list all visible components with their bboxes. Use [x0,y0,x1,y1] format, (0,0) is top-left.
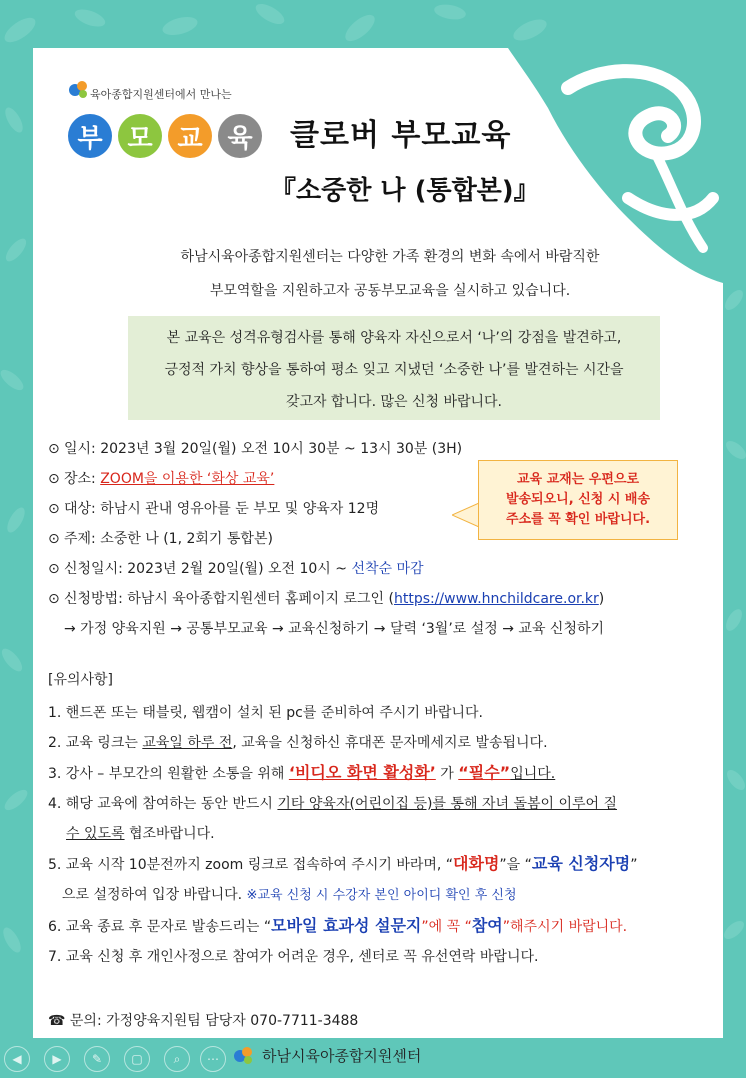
contact-info [48,1010,358,1030]
next-page-icon[interactable]: ▶ [44,1046,70,1072]
intro-text [100,240,680,308]
precaution-item-continued: 으로 설정하여 입장 바랍니다. ※교육 신청 시 수강자 본인 아이디 확인 후 신청 [62,887,517,903]
precaution-item: 7. 교육 신청 후 개인사정으로 참여가 어려운 경우, 센터로 꼭 유선연락 바랍니다. [48,949,539,965]
precaution-item: 6. 교육 종료 후 문자로 발송드리는 “모바일 효과성 설문지”에 꼭 “참여”해주시기 바랍니다. [48,916,628,935]
precaution-item: 3. 강사 – 부모간의 원활한 소통을 위해 ‘비디오 화면 활성화’ 가 “필수”입니다. [48,763,556,782]
summary-line: 갖고자 합니다. 많은 신청 바랍니다. [285,394,503,410]
center-logo-icon [68,78,90,100]
precautions [48,668,637,972]
intro-line: 하남시육아종합지원센터는 다양한 가족 환경의 변화 속에서 바람직한 [180,249,600,265]
page-subtitle: 『소중한 나 (통합본)』 [270,176,540,206]
pen-tool-icon[interactable]: ✎ [84,1046,110,1072]
info-date: ⊙ 일시: 2023년 3월 20일(월) 오전 10시 30분 ~ 13시 30분 (3H) [48,434,604,464]
info-apply-date: ⊙ 신청일시: 2023년 2월 20일(월) 오전 10시 ~ 선착순 마감 [48,554,604,584]
phone-icon: ☎ [48,1013,66,1029]
intro-line: 부모역할을 지원하고자 공동부모교육을 실시하고 있습니다. [209,283,571,299]
info-apply-method: ⊙ 신청방법: 하남시 육아종합지원센터 홈페이지 로그인 (https://www.hnchildcare.or.kr) [48,584,604,614]
info-apply-steps: → 가정 양육지원 → 공통부모교육 → 교육신청하기 → 달력 ‘3월’로 설정 → 교육 신청하기 [64,621,605,637]
precaution-item: 1. 핸드폰 또는 태블릿, 웹캠이 설치 된 pc를 준비하여 주시기 바랍니다. [48,705,483,721]
summary-box [128,316,660,420]
slides-view-icon[interactable]: ▢ [124,1046,150,1072]
bullet-icon: ⊙ [48,591,60,607]
homepage-link[interactable]: https://www.hnchildcare.or.kr [393,591,599,607]
info-topic: ⊙ 주제: 소중한 나 (1, 2회기 통합본) [48,524,604,554]
zoom-icon[interactable]: ⌕ [164,1046,190,1072]
mail-notice-callout [478,460,678,540]
callout-line: 교육 교재는 우편으로 [516,472,640,487]
center-logo-icon [232,1044,256,1066]
contact-text: 문의: 가정양육지원팀 담당자 070-7711-3488 [69,1013,359,1029]
bullet-icon: ⊙ [48,531,60,547]
logo-syllable: 부 [68,114,112,158]
logo-syllable: 모 [118,114,162,158]
info-place: ⊙ 장소: ZOOM을 이용한 ‘화상 교육’ [48,464,604,494]
logo-syllable: 육 [218,114,262,158]
prev-page-icon[interactable]: ◀ [4,1046,30,1072]
page-title: 클로버 부모교육 [290,118,512,153]
footer-organization [232,1044,421,1066]
bullet-icon: ⊙ [48,471,60,487]
precaution-item: 5. 교육 시작 10분전까지 zoom 링크로 접속하여 주시기 바라며, “대화명”을 “교육 신청자명” [48,854,638,873]
precaution-item: 4. 해당 교육에 참여하는 동안 반드시 기타 양육자(어린이집 등)를 통해 자녀 돌봄이 이루어 질 [48,796,618,812]
summary-line: 본 교육은 성격유형검사를 통해 양육자 자신으로서 ‘나’의 강점을 발견하고, [166,330,622,346]
precaution-item-continued: 수 있도록 협조바랍니다. [66,826,215,842]
bullet-icon: ⊙ [48,441,60,457]
footer-org-name: 하남시육아종합지원센터 [262,1046,422,1065]
summary-line: 긍정적 가치 향상을 통하여 평소 잊고 지냈던 ‘소중한 나’를 발견하는 시간을 [164,362,624,378]
precaution-item: 2. 교육 링크는 교육일 하루 전, 교육을 신청하신 휴대폰 문자메세지로 발송됩니다. [48,735,548,751]
logo-syllable: 교 [168,114,212,158]
bullet-icon: ⊙ [48,501,60,517]
logo-subtitle: 육아종합지원센터에서 만나는 [90,88,232,101]
bullet-icon: ⊙ [48,561,60,577]
callout-line: 주소를 꼭 확인 바랍니다. [505,512,651,527]
more-options-icon[interactable]: ⋯ [200,1046,226,1072]
logo-circles [68,114,262,158]
info-target: ⊙ 대상: 하남시 관내 영유아를 둔 부모 및 양육자 12명 [48,494,604,524]
precautions-heading: [유의사항] [48,672,114,688]
callout-line: 발송되오니, 신청 시 배송 [505,492,651,507]
